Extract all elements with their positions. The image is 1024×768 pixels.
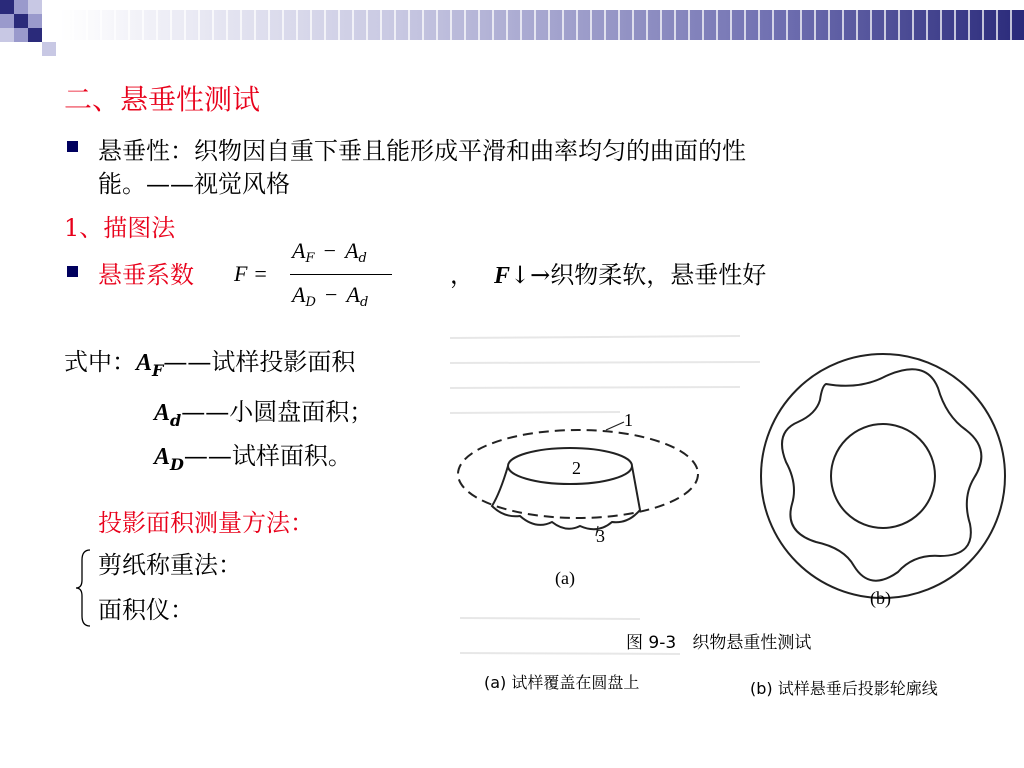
disk-ellipse: [508, 448, 632, 484]
figure-label-2: 2: [572, 458, 581, 478]
figure-subcaption-b: (b) 试样悬垂后投影轮廓线: [750, 679, 938, 698]
formula-comma: ，: [450, 261, 474, 289]
caption-b: (b): [870, 588, 891, 608]
figure-label-1: 1: [624, 410, 633, 430]
section-heading: 二、悬垂性测试: [64, 83, 261, 116]
drape-definition-line1: 悬垂性：织物因自重下垂且能形成平滑和曲率均匀的曲面的性: [98, 137, 746, 165]
left-brace: [74, 548, 94, 628]
definition-aD: $A_D——$试样面积。: [154, 442, 352, 474]
figure-drawing: [440, 318, 1024, 720]
fraction-bar: [290, 274, 392, 275]
method-heading: 1、描图法: [64, 214, 176, 242]
inner-circle: [831, 424, 935, 528]
drape-formula: [234, 238, 414, 316]
drape-definition-line2: 能。——视觉风格: [98, 170, 290, 198]
drape-coefficient-label: 悬垂系数: [98, 261, 194, 289]
header-stripes: [60, 10, 1024, 40]
drape-test-figure: [440, 318, 1024, 720]
conclusion-text: ↓→织物柔软，悬垂性好: [510, 261, 767, 289]
drape-skirt: [492, 466, 640, 529]
drape-conclusion: [494, 255, 766, 290]
formula-numerator: $A_F - A_d$: [292, 238, 367, 266]
method-planimeter: 面积仪：: [98, 596, 194, 624]
figure-subcaption-a: (a) 试样覆盖在圆盘上: [484, 673, 640, 692]
method-paper-weighing: 剪纸称重法：: [98, 551, 242, 579]
drape-projection-outline: [782, 369, 981, 580]
outer-circle: [761, 354, 1005, 598]
formula-denominator: $A_D - A_d$: [292, 282, 369, 310]
caption-a: (a): [555, 568, 575, 588]
projection-methods-heading: 投影面积测量方法：: [98, 509, 314, 537]
bullet-marker: [67, 141, 78, 152]
definition-af: 式中：$A_F——$试样投影面积: [64, 348, 356, 380]
formula-lhs: F =: [234, 261, 268, 286]
conclusion-variable: F: [494, 263, 511, 289]
figure-title: 图 9-3 织物悬重性测试: [626, 633, 812, 653]
figure-label-3: 3: [596, 526, 605, 546]
definition-ad: $A_d——$小圆盘面积；: [154, 398, 374, 430]
bullet-marker: [67, 266, 78, 277]
